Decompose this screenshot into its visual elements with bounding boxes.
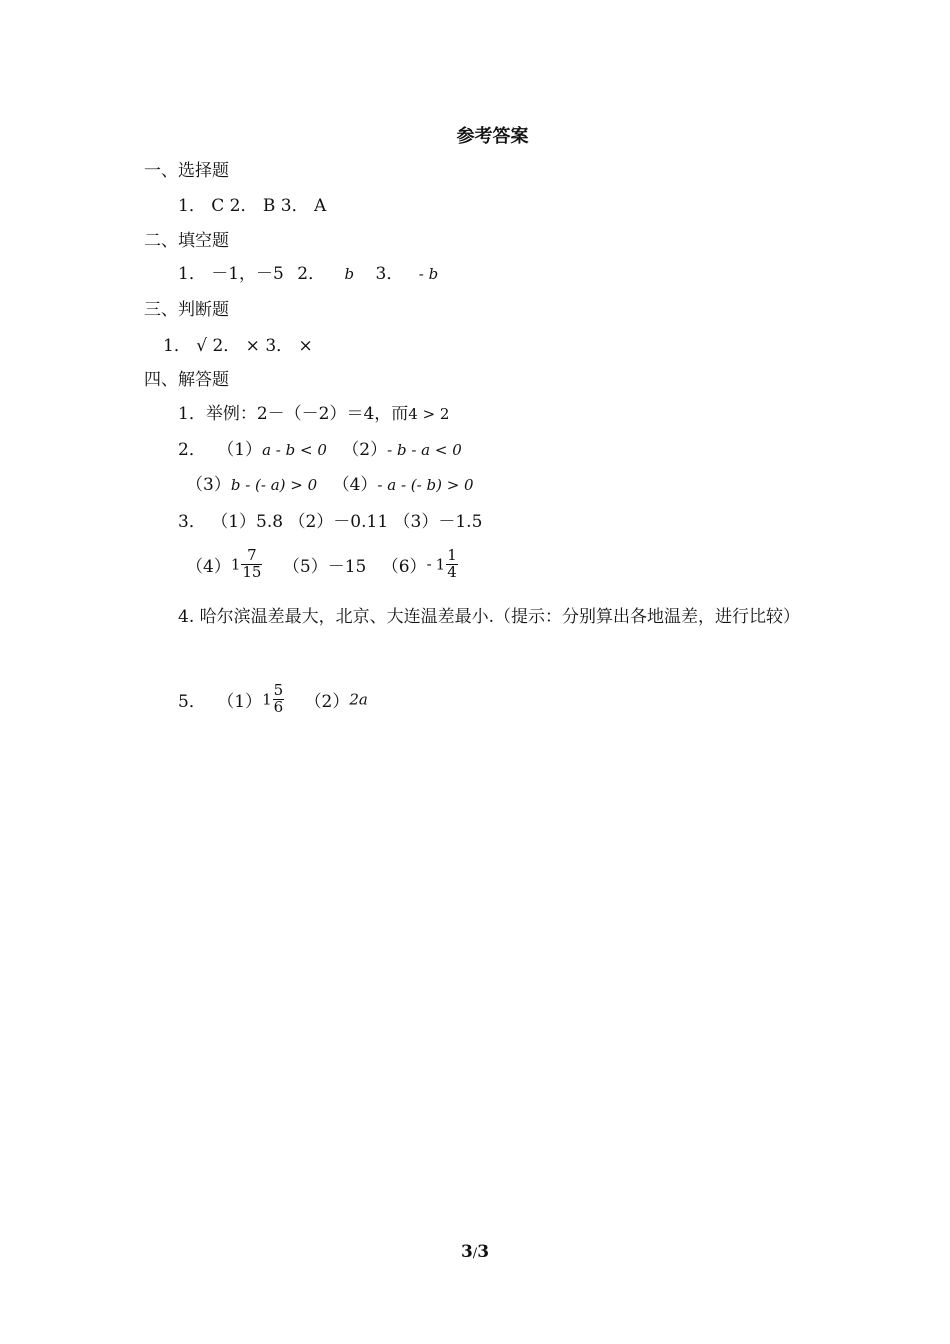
- fraction-numerator: 7: [247, 546, 257, 564]
- fill-answer-1: 1． －1，－5: [178, 264, 284, 284]
- page-number: [0, 1244, 950, 1261]
- fill-number-3: 3．: [375, 264, 404, 284]
- fraction-5-6: [273, 683, 285, 716]
- judge-answers: 1． √ 2． × 3． ×: [163, 336, 313, 356]
- solve-answer-4: 4. 哈尔滨温差最大，北京、大连温差最小.（提示：分别算出各地温差，进行比较）: [178, 607, 801, 627]
- solve-2-label-4: （4）: [332, 475, 378, 495]
- page-separator: /: [472, 1246, 478, 1261]
- fill-answer-2: b: [344, 265, 355, 283]
- section-heading-fill: 二、填空题: [144, 231, 229, 251]
- solve-3-label-6: （6）: [381, 556, 427, 577]
- solve-3-label-4: （4）: [186, 556, 231, 577]
- fraction-numerator: 1: [447, 546, 457, 564]
- solve-answer-5: [178, 683, 368, 716]
- page-total: 3: [477, 1242, 490, 1262]
- solve-2-math-2: - b - a < 0: [387, 441, 462, 459]
- solve-3-label-5: （5）－15: [282, 556, 367, 577]
- solve-answer-1-math: 4 > 2: [408, 405, 450, 423]
- solve-2-math-3: b - (- a) > 0: [230, 476, 318, 494]
- solve-answer-2-row2: [186, 477, 474, 494]
- choice-answers: 1． C 2． B 3． A: [178, 196, 327, 216]
- section-heading-judge: 三、判断题: [144, 300, 229, 320]
- solve-5-label-2: （2）: [304, 691, 350, 712]
- solve-answer-3-row2: [186, 548, 459, 581]
- solve-5-label-1: （1）: [217, 691, 263, 712]
- solve-2-label-3: （3）: [186, 475, 231, 495]
- fraction-whole: 1: [435, 555, 446, 574]
- solve-answer-3-row1: 3． （1）5.8 （2）－0.11 （3）－1.5: [178, 512, 483, 532]
- solve-number-5: 5．: [178, 691, 206, 712]
- fraction-whole: 1: [262, 690, 272, 709]
- fraction-sign: -: [426, 555, 432, 574]
- fraction-numerator: 5: [273, 681, 284, 699]
- fraction-denominator: 6: [273, 697, 284, 716]
- fill-number-2: 2．: [297, 264, 326, 284]
- solve-2-math-4: - a - (- b) > 0: [377, 476, 474, 494]
- fraction-denominator: 4: [447, 562, 457, 581]
- solve-answer-1: [178, 406, 449, 423]
- fill-answer-3: - b: [418, 265, 439, 283]
- solve-answer-2-row1: [178, 442, 462, 459]
- solve-number-2: 2．: [178, 440, 206, 460]
- page-title: 参考答案: [456, 126, 529, 147]
- solve-2-label-1: （1）: [217, 440, 263, 460]
- fraction-denominator: 15: [242, 562, 262, 581]
- solve-answer-1-text: 1．举例：2－（－2）＝4，而: [178, 404, 409, 424]
- solve-2-math-1: a - b < 0: [262, 441, 327, 459]
- fill-answers: [178, 266, 438, 283]
- solve-5-math-2: 2a: [349, 690, 368, 709]
- fraction-whole: 1: [230, 555, 241, 574]
- fraction-1-4: [446, 548, 458, 581]
- section-heading-choice: 一、选择题: [144, 161, 229, 181]
- page-current: 3: [460, 1242, 473, 1262]
- solve-2-label-2: （2）: [342, 440, 388, 460]
- fraction-7-15: [241, 548, 262, 581]
- section-heading-solve: 四、解答题: [144, 370, 229, 390]
